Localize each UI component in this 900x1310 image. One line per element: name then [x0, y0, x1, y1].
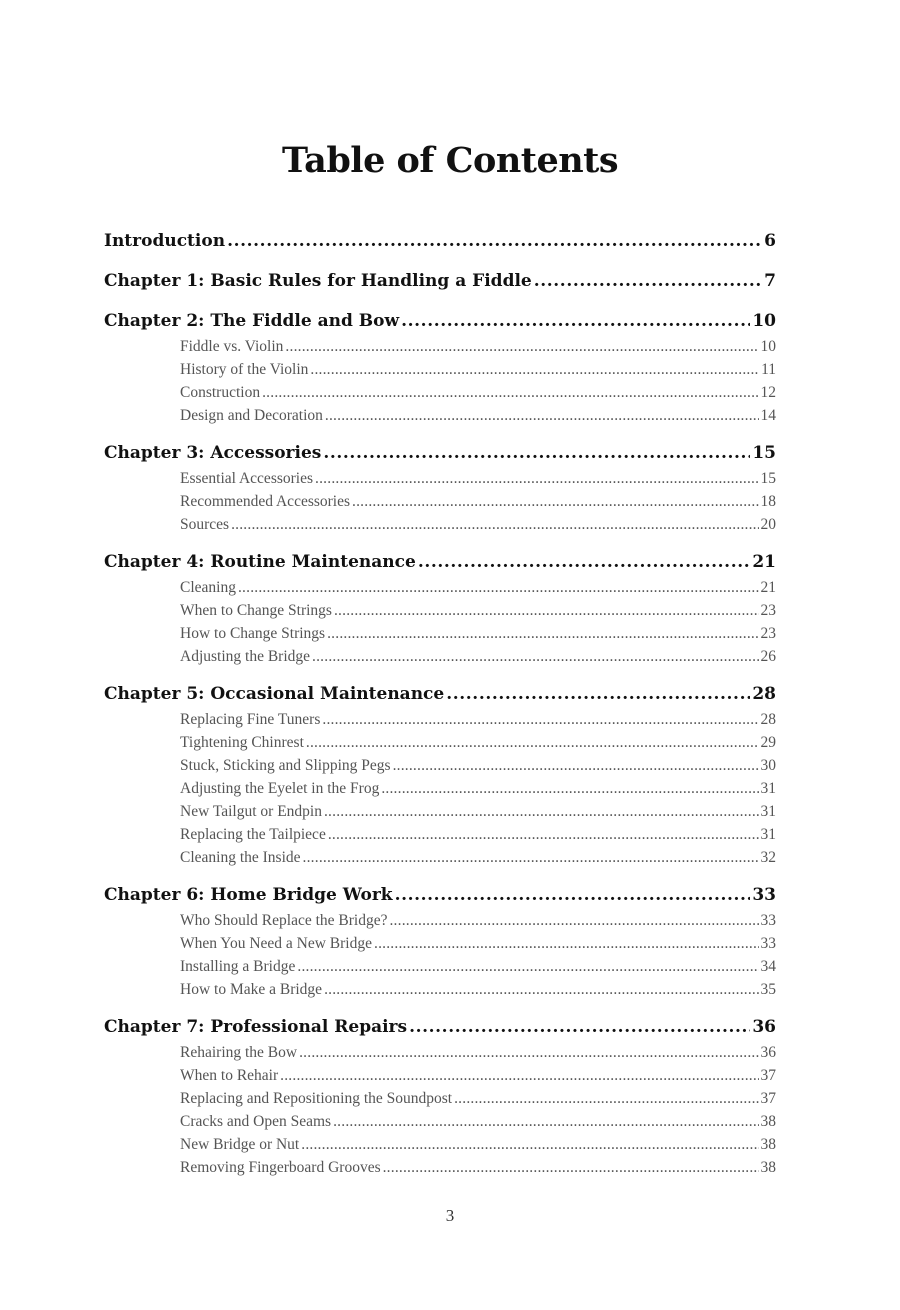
- toc-section-page: 37: [760, 1090, 776, 1107]
- toc-section-title: Replacing Fine Tuners: [180, 711, 321, 728]
- toc-section-title: How to Make a Bridge: [180, 981, 323, 998]
- toc-section-page: 37: [760, 1067, 776, 1084]
- dot-leader: [306, 731, 759, 754]
- dot-leader: [227, 227, 762, 255]
- toc-section-title: Installing a Bridge: [180, 958, 296, 975]
- toc-chapter: [104, 267, 776, 295]
- dot-leader: [231, 513, 758, 536]
- toc-chapter-title: Chapter 4: Routine Maintenance: [104, 552, 416, 572]
- toc-section-title: New Tailgut or Endpin: [180, 803, 322, 820]
- toc-chapter-page: 28: [752, 684, 776, 704]
- dot-leader: [315, 467, 758, 490]
- toc-chapter-entry[interactable]: [104, 439, 776, 467]
- dot-leader: [303, 846, 759, 869]
- toc-section-entry[interactable]: [180, 622, 776, 645]
- toc-section-entry[interactable]: [180, 731, 776, 754]
- toc-section-title: Replacing and Repositioning the Soundpost: [180, 1090, 453, 1107]
- toc-section-title: Construction: [180, 384, 261, 401]
- toc-section-entry[interactable]: [180, 404, 776, 427]
- toc-section-title: How to Change Strings: [180, 625, 326, 642]
- toc-chapter-title: Chapter 6: Home Bridge Work: [104, 885, 393, 905]
- dot-leader: [322, 708, 758, 731]
- toc-section-title: Design and Decoration: [180, 407, 323, 424]
- dot-leader: [324, 800, 759, 823]
- toc-section-page: 20: [760, 516, 776, 533]
- dot-leader: [333, 1110, 758, 1133]
- toc-chapter-page: 10: [752, 311, 776, 331]
- toc-chapter-page: 15: [752, 443, 776, 463]
- toc-chapter-title: Chapter 7: Professional Repairs: [104, 1017, 408, 1037]
- dot-leader: [262, 381, 758, 404]
- toc-section-entry[interactable]: [180, 708, 776, 731]
- dot-leader: [383, 1156, 759, 1179]
- toc-section-entry[interactable]: [180, 599, 776, 622]
- toc-chapter: [104, 1013, 776, 1179]
- toc-section-entry[interactable]: [180, 754, 776, 777]
- toc-section-entry[interactable]: [180, 1087, 776, 1110]
- toc-section-title: Who Should Replace the Bridge?: [180, 912, 388, 929]
- toc-section-title: When to Rehair: [180, 1067, 279, 1084]
- dot-leader: [401, 307, 750, 335]
- toc-chapter-title: Chapter 2: The Fiddle and Bow: [104, 311, 400, 331]
- toc-section-page: 10: [760, 338, 776, 355]
- toc-section-entry[interactable]: [180, 909, 776, 932]
- toc-section-entry[interactable]: [180, 1133, 776, 1156]
- toc-chapter-entry[interactable]: [104, 548, 776, 576]
- dot-leader: [446, 680, 750, 708]
- toc-section-page: 38: [760, 1113, 776, 1130]
- toc-chapter-entry[interactable]: [104, 881, 776, 909]
- dot-leader: [238, 576, 759, 599]
- toc-section-title: Cleaning: [180, 579, 236, 596]
- toc-section-page: 36: [760, 1044, 776, 1061]
- dot-leader: [381, 777, 758, 800]
- dot-leader: [454, 1087, 758, 1110]
- toc-section-entry[interactable]: [180, 576, 776, 599]
- toc-section-entry[interactable]: [180, 513, 776, 536]
- toc-section-entry[interactable]: [180, 1110, 776, 1133]
- dot-leader: [312, 645, 758, 668]
- toc-section-page: 23: [760, 602, 776, 619]
- toc-section-page: 32: [760, 849, 776, 866]
- toc-chapter-title: Chapter 5: Occasional Maintenance: [104, 684, 445, 704]
- toc-section-title: Adjusting the Bridge: [180, 648, 311, 665]
- toc-section-entry[interactable]: [180, 777, 776, 800]
- toc-section-title: Cleaning the Inside: [180, 849, 301, 866]
- page-number: 3: [445, 1206, 455, 1225]
- toc-section-page: 28: [760, 711, 776, 728]
- dot-leader: [328, 823, 759, 846]
- toc-section-title: Sources: [180, 516, 230, 533]
- dot-leader: [395, 881, 751, 909]
- toc-chapter: [104, 548, 776, 668]
- toc-section-page: 12: [760, 384, 776, 401]
- toc-section-title: Essential Accessories: [180, 470, 314, 487]
- toc-chapter-page: 21: [752, 552, 776, 572]
- toc-section-entry[interactable]: [180, 1156, 776, 1179]
- toc-section-page: 38: [760, 1159, 776, 1176]
- toc-section-entry[interactable]: [180, 1064, 776, 1087]
- toc-chapter-entry[interactable]: [104, 267, 776, 295]
- toc-section-entry[interactable]: [180, 467, 776, 490]
- toc-section-entry[interactable]: [180, 932, 776, 955]
- toc-chapter-title: Introduction: [104, 231, 226, 251]
- toc-section-page: 38: [760, 1136, 776, 1153]
- toc-chapter: [104, 439, 776, 536]
- dot-leader: [352, 490, 758, 513]
- toc-section-entry[interactable]: [180, 645, 776, 668]
- toc-section-entry[interactable]: [180, 1041, 776, 1064]
- toc-section-page: 33: [760, 912, 776, 929]
- toc-chapter-page: 7: [764, 271, 776, 291]
- toc-chapter-title: Chapter 1: Basic Rules for Handling a Fiddle: [104, 271, 532, 291]
- toc-section-entry[interactable]: [180, 381, 776, 404]
- toc-section-page: 15: [760, 470, 776, 487]
- toc-chapter-entry[interactable]: [104, 1013, 776, 1041]
- toc-section-title: Fiddle vs. Violin: [180, 338, 284, 355]
- toc-section-entry[interactable]: [180, 955, 776, 978]
- toc-chapter: [104, 680, 776, 869]
- toc-section-title: New Bridge or Nut: [180, 1136, 300, 1153]
- toc-section-page: 31: [760, 826, 776, 843]
- toc-section-entry[interactable]: [180, 358, 776, 381]
- toc-section-title: Cracks and Open Seams: [180, 1113, 332, 1130]
- toc-chapter-title: Chapter 3: Accessories: [104, 443, 322, 463]
- toc-chapter-page: 36: [752, 1017, 776, 1037]
- toc-section-entry[interactable]: [180, 490, 776, 513]
- toc-section-title: Stuck, Sticking and Slipping Pegs: [180, 757, 391, 774]
- toc-chapter-entry[interactable]: [104, 227, 776, 255]
- toc-section-page: 26: [760, 648, 776, 665]
- toc-chapter: [104, 307, 776, 427]
- toc-section-title: Tightening Chinrest: [180, 734, 304, 751]
- toc-section-page: 21: [760, 579, 776, 596]
- toc-section-title: Adjusting the Eyelet in the Frog: [180, 780, 380, 797]
- toc-chapter: [104, 227, 776, 255]
- toc-chapter-page: 6: [764, 231, 776, 251]
- toc-section-page: 18: [760, 493, 776, 510]
- page-title: Table of Contents: [281, 140, 619, 181]
- dot-leader: [297, 955, 758, 978]
- toc-section-entry[interactable]: [180, 978, 776, 1001]
- toc-section-page: 33: [760, 935, 776, 952]
- toc-section-page: 34: [760, 958, 776, 975]
- toc-section-title: When to Change Strings: [180, 602, 332, 619]
- dot-leader: [334, 599, 759, 622]
- dot-leader: [285, 335, 758, 358]
- toc-section-page: 31: [760, 780, 776, 797]
- dot-leader: [323, 439, 750, 467]
- toc-section-page: 29: [760, 734, 776, 751]
- toc-chapter-page: 33: [752, 885, 776, 905]
- toc-section-page: 23: [760, 625, 776, 642]
- toc-section-title: History of the Violin: [180, 361, 309, 378]
- toc-section-entry[interactable]: [180, 800, 776, 823]
- toc-section-page: 31: [760, 803, 776, 820]
- dot-leader: [389, 909, 758, 932]
- dot-leader: [310, 358, 759, 381]
- toc-section-entry[interactable]: [180, 846, 776, 869]
- toc-section-title: Rehairing the Bow: [180, 1044, 298, 1061]
- dot-leader: [374, 932, 759, 955]
- toc-section-title: Recommended Accessories: [180, 493, 351, 510]
- dot-leader: [280, 1064, 758, 1087]
- toc-section-title: Replacing the Tailpiece: [180, 826, 326, 843]
- toc-section-title: When You Need a New Bridge: [180, 935, 372, 952]
- toc-section-page: 14: [760, 407, 776, 424]
- dot-leader: [327, 622, 758, 645]
- toc-section-page: 11: [761, 361, 776, 378]
- toc-chapter: [104, 881, 776, 1001]
- toc-chapter-entry[interactable]: [104, 307, 776, 335]
- dot-leader: [325, 404, 759, 427]
- toc-section-page: 30: [760, 757, 776, 774]
- dot-leader: [299, 1041, 758, 1064]
- dot-leader: [324, 978, 758, 1001]
- toc-section-entry[interactable]: [180, 335, 776, 358]
- dot-leader: [418, 548, 751, 576]
- toc-section-title: Removing Fingerboard Grooves: [180, 1159, 381, 1176]
- dot-leader: [409, 1013, 750, 1041]
- dot-leader: [393, 754, 759, 777]
- toc-chapter-entry[interactable]: [104, 680, 776, 708]
- toc-section-page: 35: [760, 981, 776, 998]
- dot-leader: [534, 267, 762, 295]
- table-of-contents: [104, 227, 776, 1191]
- dot-leader: [301, 1133, 758, 1156]
- toc-section-entry[interactable]: [180, 823, 776, 846]
